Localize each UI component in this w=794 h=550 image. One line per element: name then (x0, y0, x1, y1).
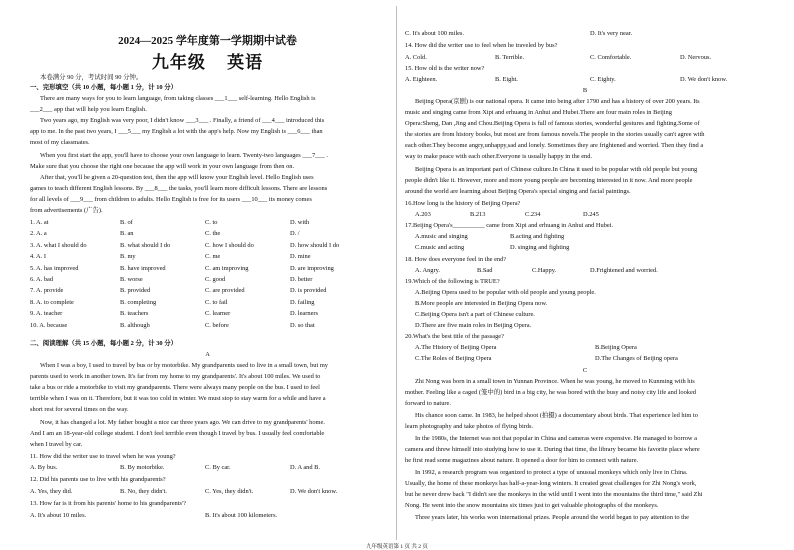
cloze-q3-option-c: C. how I should do (205, 241, 254, 249)
passage-c-line: In the 1980s, the Internet was not that popular in China and cameras were expensive. He managed to borrow a (415, 435, 697, 442)
q13-option-a: A. It's about 10 miles. (30, 512, 87, 519)
passage-a-line: When I was a boy, I used to travel by bus or by motorbike. My grandparents used to live in a small town, but my (40, 362, 328, 369)
q19-option-a: A.Beijing Opera used to be popular with old people and young people. (415, 289, 596, 296)
exam-note: 本卷满分 90 分，考试时间 90 分钟。 (40, 74, 143, 81)
passage-c-line: In 1992, a research program was organized to protect a type of unusual monkeys which only live in China. (415, 469, 688, 476)
q20-option-a: A.The History of Beijing Opera (415, 344, 497, 351)
question-12: 12. Did his parents use to live with his grandparents? (30, 476, 166, 483)
cloze-q3-option-b: B. what should I do (120, 241, 171, 249)
cloze-line: from advertisements (广告). (30, 207, 103, 214)
passage-b-line: music and singing came from Xipi and erhuang in Anhui and Hubei.There are four main roles in Beijing (405, 109, 672, 116)
q16-option-d: D.245 (583, 211, 599, 218)
passage-b-line: each other.They become angry,unhappy,sad and lonely. Sometimes they are frightened and worried. Then they find a (405, 142, 704, 149)
q19-option-b: B.More people are interested in Beijing Opera now. (415, 300, 548, 307)
cloze-q4-option-a: 4. A. I (30, 253, 46, 261)
cloze-q10-option-a: 10. A. because (30, 321, 68, 329)
q14-option-a: A. Cold. (405, 54, 427, 61)
q19-option-c: C.Beijing Opera isn't a part of Chinese culture. (415, 311, 535, 318)
q15-option-a: A. Eighteen. (405, 76, 438, 83)
q17-option-a: A.music and singing (415, 233, 468, 240)
cloze-q1-option-c: C. to (205, 219, 218, 226)
question-14: 14. How did the writer use to feel when he traveled by bus? (405, 42, 558, 49)
cloze-q2-option-d: D. / (290, 230, 300, 238)
question-17: 17.Beijing Opera's__________ came from Xipi and erhuang in Anhui and Hubei. (405, 222, 614, 229)
question-16: 16.How long is the history of Beijing Opera? (405, 200, 521, 207)
cloze-line: After that, you'll be given a 20-question test, then the app will know your English level. Hello English uses (40, 174, 314, 181)
question-15: 15. How old is the writer now? (405, 65, 485, 72)
question-18: 18. How does everyone feel in the end? (405, 256, 507, 263)
passage-c-line: Nong. He went into the snow mountains six times just to get valuable photographs of the monkeys. (405, 502, 659, 509)
cloze-q5-option-d: D. are improving (290, 264, 334, 272)
q13-option-b: B. It's about 100 kilometers. (205, 512, 278, 519)
cloze-q4-option-c: C. me (205, 253, 221, 261)
passage-c-line: mother. Feeling like a caged (笼中的) bird in a big city, he was bored with the busy and noisy city life and looked (405, 389, 697, 396)
passage-b-line: people didn't like it. However, more and more young people are becoming interested in it now. And more people (405, 177, 693, 184)
cloze-line: for all levels of ___9___ from children to adults. Hello English is free for its users ___10___ its money comes (30, 196, 312, 203)
q15-option-d: D. We don't know. (680, 76, 728, 83)
passage-c-line: but he never drew back "I didn't see the monkeys in the wild until I went into the mountains the third time," said Zhi (405, 491, 703, 498)
q11-option-a: A. By bus. (30, 464, 58, 471)
cloze-q6-option-a: 6. A. bad (30, 276, 54, 283)
cloze-q8-option-a: 8. A. to complete (30, 298, 74, 306)
passage-c-line: learn photography and take photos of flying birds. (405, 423, 534, 430)
q15-option-c: C. Eighty. (590, 76, 616, 83)
q16-option-b: B.213 (470, 211, 486, 218)
cloze-q4-option-b: B. my (120, 253, 136, 261)
q17-option-d: D. singing and fighting (510, 244, 570, 251)
question-13: 13. How far is it from his parents' home to his grandparents'? (30, 500, 186, 507)
passage-c-line: Usually, the home of these monkeys has half-a-year-long winters. It created great challenges for Zhi Nong's work, (405, 480, 697, 487)
q18-option-a: A. Angry. (415, 267, 440, 274)
q14-option-c: C. Comfortable. (590, 54, 632, 61)
q16-option-c: C.234 (525, 211, 541, 218)
passage-label-b: B (582, 87, 588, 94)
passage-b-line: Opera:Sheng, Dan ,Jing and Chou.Beijing Opera is full of famous stories, wonderful gestures and fighting.Some of (405, 120, 700, 127)
cloze-q6-option-b: B. worse (120, 276, 143, 283)
grade-label: 九年级 (151, 53, 206, 72)
passage-a-line: terrible when I was on it. Therefore, but it was too cold in winter. We must stop to stay warm for a while and have a (30, 395, 326, 402)
q13-option-c: C. It's about 100 miles. (405, 30, 465, 37)
q17-option-b: B.acting and fighting (510, 233, 565, 240)
q18-option-d: D.Frightened and worried. (590, 267, 658, 274)
q12-option-c: C. Yes, they didn't. (205, 488, 254, 495)
q13-option-d: D. It's very near. (590, 30, 633, 37)
passage-b-line: the stories are from history books, but most are from famous novels.The people in the stories usually can't agree with (405, 131, 705, 138)
passage-c-line: Zhi Nong was born in a small town in Yunnan Province. When he was young, he moved to Kunming with his (415, 378, 695, 385)
q20-option-d: D.The Changes of Beijing opera (595, 355, 678, 362)
passage-label-a: A (205, 351, 210, 358)
cloze-q10-option-b: B. although (120, 321, 150, 329)
passage-b-line: Beijing Opera(京剧) is our national opera. It came into being after 1790 and has a history of over 200 years. Its (415, 98, 700, 105)
cloze-q7-option-d: D. is provided (290, 287, 327, 295)
cloze-line: app to me. In the past two years, I ___5___ my English a lot with the app's help. Now my English is ___6___ than (30, 128, 323, 135)
cloze-q3-option-a: 3. A. what I should do (30, 241, 87, 249)
section-heading-cloze: 一、完形填空（共 10 小题，每小题 1 分，计 10 分） (30, 84, 177, 91)
passage-label-c: C (582, 367, 588, 374)
q14-option-d: D. Nervous. (680, 54, 712, 61)
cloze-q10-option-c: C. before (205, 321, 229, 329)
q12-option-a: A. Yes, they did. (30, 488, 73, 495)
cloze-line: Make sure that you choose the right one because the app will work in your own language from then on. (30, 163, 295, 170)
question-20: 20.What's the best title of the passage? (405, 333, 504, 340)
cloze-line: games to teach different English lessons. By ___8___ the tasks, you'll learn more difficult lessons. There are lessons (30, 185, 328, 192)
passage-a-line: Now, it has changed a lot. My father bought a nice car three years ago. We can drive to my grandparents' home. (40, 419, 325, 426)
column-divider (396, 6, 397, 540)
passage-a-line: when I travel by car. (30, 441, 83, 448)
cloze-q2-option-b: B. an (120, 230, 134, 238)
q11-option-b: B. By motorbike. (120, 464, 165, 471)
cloze-line: When you first start the app, you'll have to choose your own language to learn. Twenty-two languages ___7___ . (40, 152, 328, 159)
q20-option-c: C.The Roles of Beijing Opera (415, 355, 492, 362)
cloze-q7-option-c: C. are provided (205, 287, 245, 295)
passage-a-line: short rest for several times on the way. (30, 406, 129, 413)
q14-option-b: B. Terrible. (495, 54, 525, 61)
passage-a-line: take a bus or ride a motorbike to visit my grandparents. There were always many people on the bus. I used to feel (30, 384, 320, 391)
cloze-q2-option-c: C. the (205, 230, 221, 238)
q15-option-b: B. Eight. (495, 76, 518, 83)
grade-subject (30, 48, 385, 73)
q11-option-c: C. By car. (205, 464, 231, 471)
cloze-q10-option-d: D. so that (290, 321, 315, 329)
cloze-q8-option-c: C. to fail (205, 298, 228, 306)
cloze-q5-option-a: 5. A. has improved (30, 264, 79, 272)
cloze-q5-option-c: C. am improving (205, 264, 249, 272)
q17-option-c: C.music and acting (415, 244, 465, 251)
question-19: 19.Which of the following is TRUE? (405, 278, 500, 285)
cloze-line: ___2___ app that will help you learn English. (30, 106, 147, 113)
question-11: 11. How did the writer use to travel when he was young? (30, 453, 176, 460)
cloze-q4-option-d: D. mine (290, 253, 311, 261)
cloze-q3-option-d: D. how should I do (290, 241, 340, 249)
exam-title: 2024—2025 学年度第一学期期中试卷 (118, 35, 297, 47)
passage-a-line: And I am an 18-year-old college student. I don't feel terrible even though I travel by bus. I usually feel comfortable (30, 430, 325, 437)
q19-option-d: D.There are five main roles in Beijing Opera. (415, 322, 532, 329)
cloze-q9-option-d: D. learners (290, 310, 319, 318)
cloze-line: There are many ways for you to learn language, from taking classes ___1___ self-learning. Hello English is (40, 95, 316, 102)
cloze-q8-option-b: B. completing (120, 298, 157, 306)
cloze-q2-option-a: 2. A. a (30, 230, 47, 238)
passage-b-line: Beijing Opera is an important part of Chinese culture.In China it used to be popular with old people but young (415, 166, 698, 173)
passage-c-line: Three years later, his works won international prizes. People around the world began to pay attention to the (415, 514, 689, 521)
passage-a-line: parents used to work in another town. It's far from my home to my grandparents'. It's about 100 miles. We used to (30, 373, 321, 380)
cloze-q1-option-d: D. with (290, 219, 310, 226)
cloze-q7-option-a: 7. A. provide (30, 287, 64, 295)
q16-option-a: A.203 (415, 211, 431, 218)
cloze-q1-option-a: 1. A. at (30, 219, 49, 226)
cloze-line: most of my classmates. (30, 139, 90, 146)
cloze-q9-option-b: B. teachers (120, 310, 149, 318)
passage-c-line: camera and threw himself into studying how to use it. During that time, the library became his favorite place where (405, 446, 700, 453)
cloze-q6-option-d: D. better (290, 276, 313, 283)
cloze-q6-option-c: C. good (205, 276, 226, 283)
q18-option-b: B.Sad (477, 267, 493, 274)
q12-option-d: D. We don't know. (290, 488, 338, 495)
cloze-q5-option-b: B. have improved (120, 264, 166, 272)
passage-c-line: he first read some magazines about nature. It opened a door for him to connect with nature. (405, 457, 639, 464)
cloze-line: Two years ago, my English was very poor, I didn't know ___3___ . Finally, a friend of ___4___ introduced this (40, 117, 325, 124)
q11-option-d: D. A and B. (290, 464, 321, 471)
passage-c-line: His chance soon came. In 1983, he helped shoot (拍摄) a documentary about birds. That experience led him to (415, 412, 698, 419)
q12-option-b: B. No, they didn't. (120, 488, 167, 495)
q20-option-b: B.Beijing Opera (595, 344, 637, 351)
cloze-q1-option-b: B. of (120, 219, 133, 226)
section-heading-reading: 二、阅读理解（共 15 小题，每小题 2 分，计 30 分） (30, 340, 177, 347)
cloze-q9-option-c: C. learner (205, 310, 231, 318)
passage-b-line: around the world are learning about Beijing Opera's special singing and facial paintings. (405, 188, 631, 195)
passage-c-line: forward to nature. (405, 400, 451, 407)
subject-label: 英语 (227, 53, 264, 72)
cloze-q8-option-d: D. failing (290, 298, 315, 306)
cloze-q7-option-b: B. provided (120, 287, 151, 295)
q18-option-c: C.Happy. (532, 267, 557, 274)
cloze-q9-option-a: 9. A. teacher (30, 310, 63, 318)
passage-b-line: way to make peace with each other.Everyone is usually happy in the end. (405, 153, 593, 160)
page-footer: 九年级英语第 1 页 共 2 页 (366, 544, 428, 550)
